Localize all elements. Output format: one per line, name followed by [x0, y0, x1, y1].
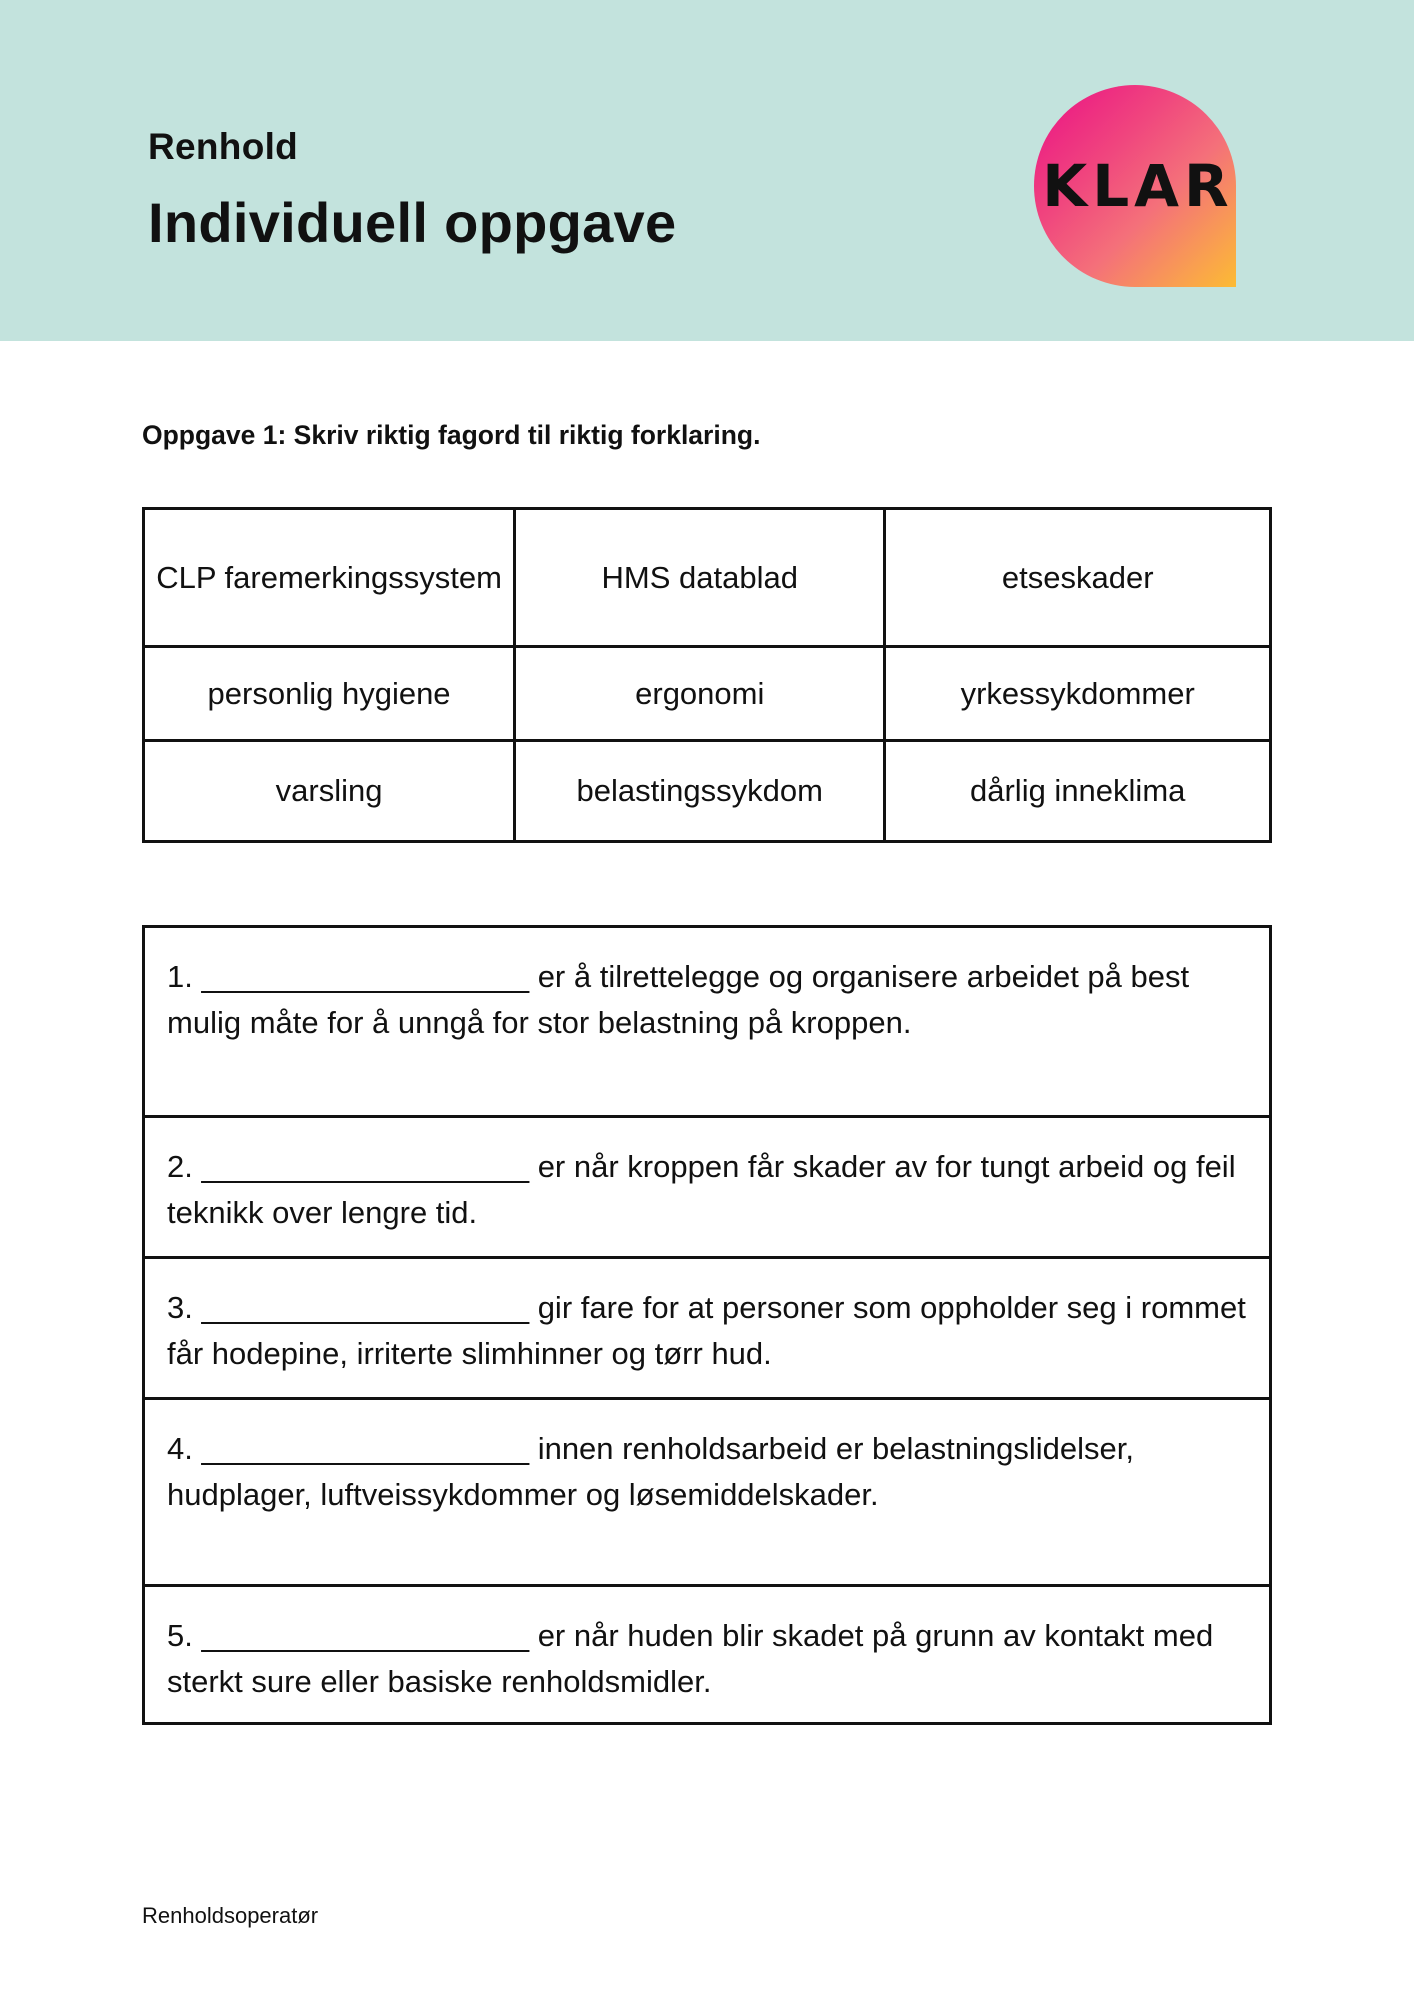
question-item [145, 928, 1269, 1115]
logo-text: KLAR [1042, 152, 1234, 220]
question-item [145, 1397, 1269, 1584]
word-bank-row [144, 741, 1271, 842]
word-bank-cell: ergonomi [515, 647, 885, 741]
word-bank-row [144, 509, 1271, 647]
word-bank-row [144, 647, 1271, 741]
word-bank-table [142, 507, 1272, 843]
question-number: 1. [167, 959, 193, 994]
question-text: er når huden blir skadet på grunn av kontakt med sterkt sure eller basiske renholdsmidler. [167, 1618, 1214, 1699]
question-number: 2. [167, 1149, 193, 1184]
answer-blank: ___________________ [201, 1149, 530, 1184]
word-bank-cell: belastingssykdom [515, 741, 885, 842]
question-number: 5. [167, 1618, 193, 1653]
question-item [145, 1115, 1269, 1256]
question-text: gir fare for at personer som oppholder seg i rommet får hodepine, irriterte slimhinner og tørr hud. [167, 1290, 1246, 1371]
word-bank-cell: varsling [144, 741, 515, 842]
word-bank-cell: yrkessykdommer [885, 647, 1271, 741]
klar-logo [1034, 85, 1236, 287]
footer-text: Renholdsoperatør [142, 1903, 319, 1928]
page-title: Individuell oppgave [148, 191, 677, 254]
word-bank-cell: etseskader [885, 509, 1271, 647]
answer-blank: ___________________ [201, 1290, 530, 1325]
word-bank-cell: personlig hygiene [144, 647, 515, 741]
question-text: er når kroppen får skader av for tungt arbeid og feil teknikk over lengre tid. [167, 1149, 1236, 1230]
answer-blank: ___________________ [201, 1431, 530, 1466]
word-bank-cell: CLP faremerkingssystem [144, 509, 515, 647]
question-list [142, 925, 1272, 1725]
task-heading: Oppgave 1: Skriv riktig fagord til riktig forklaring. [142, 420, 761, 450]
word-bank-cell: dårlig inneklima [885, 741, 1271, 842]
question-item [145, 1584, 1269, 1722]
answer-blank: ___________________ [201, 1618, 530, 1653]
word-bank-cell: HMS datablad [515, 509, 885, 647]
question-item [145, 1256, 1269, 1397]
question-number: 4. [167, 1431, 193, 1466]
answer-blank: ___________________ [201, 959, 530, 994]
subject-label: Renhold [148, 126, 299, 167]
question-text: er å tilrettelegge og organisere arbeidet på best mulig måte for å unngå for stor belastning på kroppen. [167, 959, 1190, 1040]
question-text: innen renholdsarbeid er belastningslidelser, hudplager, luftveissykdommer og løsemiddelskader. [167, 1431, 1134, 1512]
question-number: 3. [167, 1290, 193, 1325]
